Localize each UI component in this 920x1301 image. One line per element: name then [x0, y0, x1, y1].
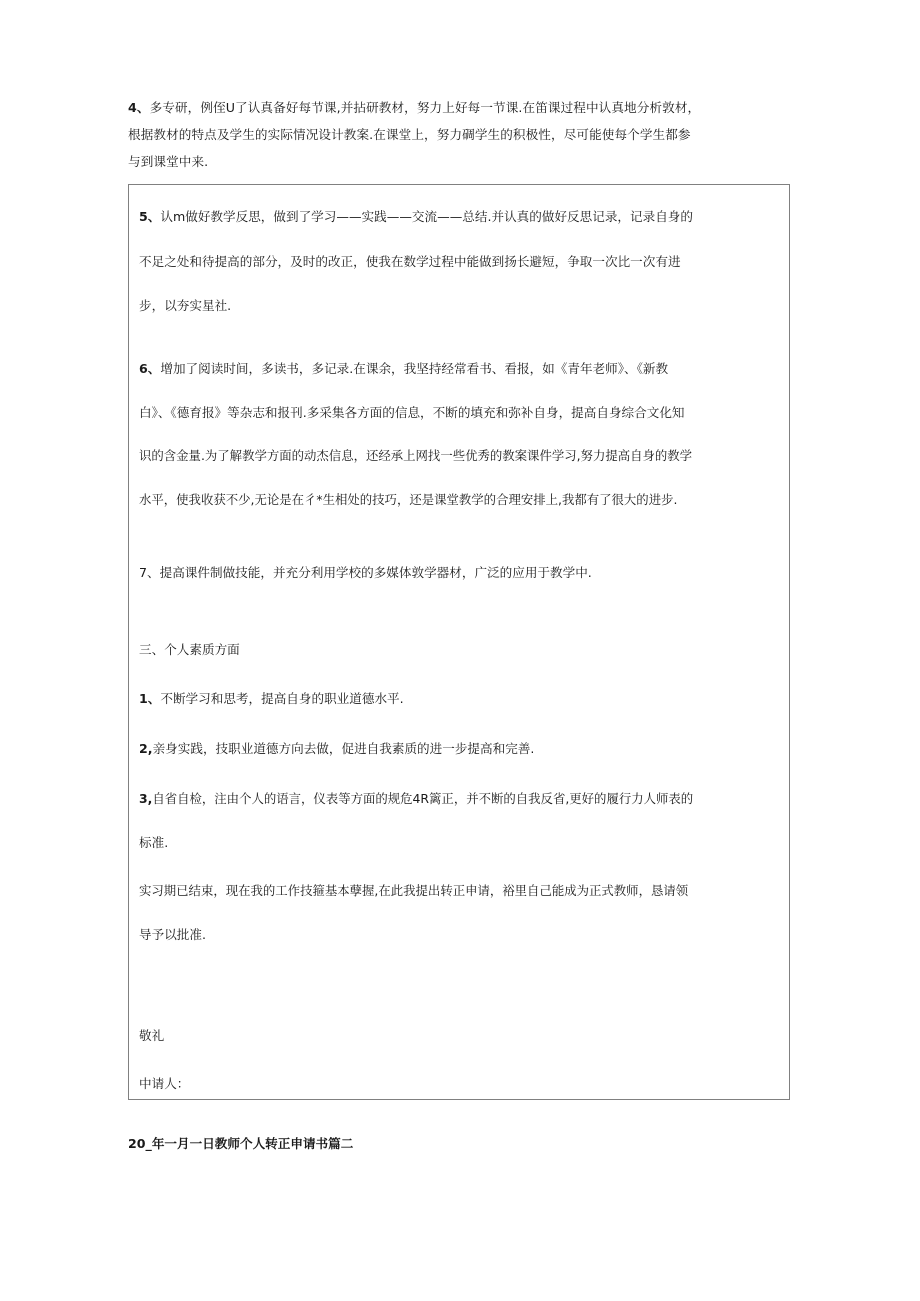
item-7-line-1: 7、提高课件制做技能，并充分利用学校的多媒体敦学器材，广泛的应用于教学中.	[139, 565, 592, 580]
item-5-line-2: 不足之处和待提高的部分，及时的改正，使我在数学过程中能做到扬长避短，争取一次比一次有进	[139, 253, 681, 269]
intro-line-1	[128, 94, 790, 121]
document-table	[128, 184, 790, 1100]
paragraph-item-7	[139, 567, 783, 580]
quality-3-line-1-text: 自省自检，注由个人的语言，仪表等方面的规危4R篱正，并不断的自我反省,更好的履行力人师表的	[152, 791, 694, 806]
salutation-text: 敬礼	[139, 1028, 165, 1043]
quality-2-lead: 2,	[139, 741, 153, 756]
item-6-line-1	[139, 363, 783, 376]
intro-line-1-text: 多专研，例侄U了认真备好每节课,并拈研教材，努力上好每一节课.在笛课过程中认真地分析敦材，	[149, 100, 701, 115]
item-6-line-3: 识的含金量.为了解教学方面的动杰信息，还经承上网找一些优秀的教案课件学习,努力提高自身的教学	[139, 448, 693, 464]
closing-line-1: 实习期已结束，现在我的工作技箍基本孽握,在此我提出转正申请，裕里自己能成为正式教师，恳请领	[139, 883, 689, 898]
item-6-line-2: 白》、《德育报》等杂志和报刊.多采集各方面的信息，不断的填充和弥补自身，提高自身综合文化知	[139, 404, 685, 420]
paragraph-quality-3	[139, 793, 783, 850]
intro-line-2-text: 根据教材的特点及学生的实际情况设计教案.在课堂上，努力碉学生的积极性，尽可能使每个学生都参	[128, 127, 691, 142]
item-6-lead: 6、	[139, 361, 161, 376]
quality-1-text: 不断学习和思考，提高自身的职业道德水平.	[160, 691, 404, 706]
item-5-line-1	[139, 211, 783, 224]
paragraph-quality-2	[139, 743, 783, 756]
table-cell-body	[129, 185, 789, 1099]
item-5-line-3: 步，以夯实星社.	[139, 298, 232, 314]
paragraph-item-6	[139, 363, 783, 506]
paragraph-closing	[139, 885, 783, 942]
intro-line-3	[128, 148, 790, 175]
section-three-text: 三、个人素质方面	[139, 642, 240, 657]
paragraph-signature	[139, 1078, 783, 1091]
section-three-heading	[139, 644, 783, 657]
closing-line-2: 导予以批准.	[139, 927, 206, 943]
quality-3-line-2: 标准.	[139, 835, 169, 851]
paragraph-item-5	[139, 211, 783, 313]
item-5-line-1-text: 认m做好教学反思，做到了学习——实践——交流——总结.并认真的做好反思记录，记录自身的	[160, 209, 693, 224]
signature-text: 中请人：	[139, 1076, 190, 1091]
paragraph-quality-1	[139, 693, 783, 706]
intro-line-2	[128, 121, 790, 148]
quality-1-lead: 1、	[139, 691, 161, 706]
item-6-line-4: 水平，使我收获不少,无论是在彳*生相处的技巧，还是课堂教学的合理安排上,我都有了很大的进步.	[139, 491, 678, 507]
intro-paragraph	[128, 94, 790, 175]
quality-1-line-1	[139, 693, 783, 706]
quality-2-line-1	[139, 743, 783, 756]
quality-2-text: 亲身实践，技职业道德方向去做，促进自我素质的进一步提高和完善.	[152, 741, 535, 756]
paragraph-salutation	[139, 1030, 783, 1043]
intro-line-3-text: 与到课堂中来.	[128, 154, 209, 169]
item-5-lead: 5、	[139, 209, 161, 224]
item-6-line-1-text: 增加了阅读时间，多读书，多记录.在课余，我坚持经常看书、看报，如《青年老师》、《新教	[160, 361, 669, 376]
quality-3-lead: 3,	[139, 791, 153, 806]
next-section-heading: 20_年一月一日教师个人转正申请书篇二	[128, 1136, 354, 1151]
intro-lead-number: 4、	[128, 100, 150, 115]
quality-3-line-1	[139, 793, 783, 805]
